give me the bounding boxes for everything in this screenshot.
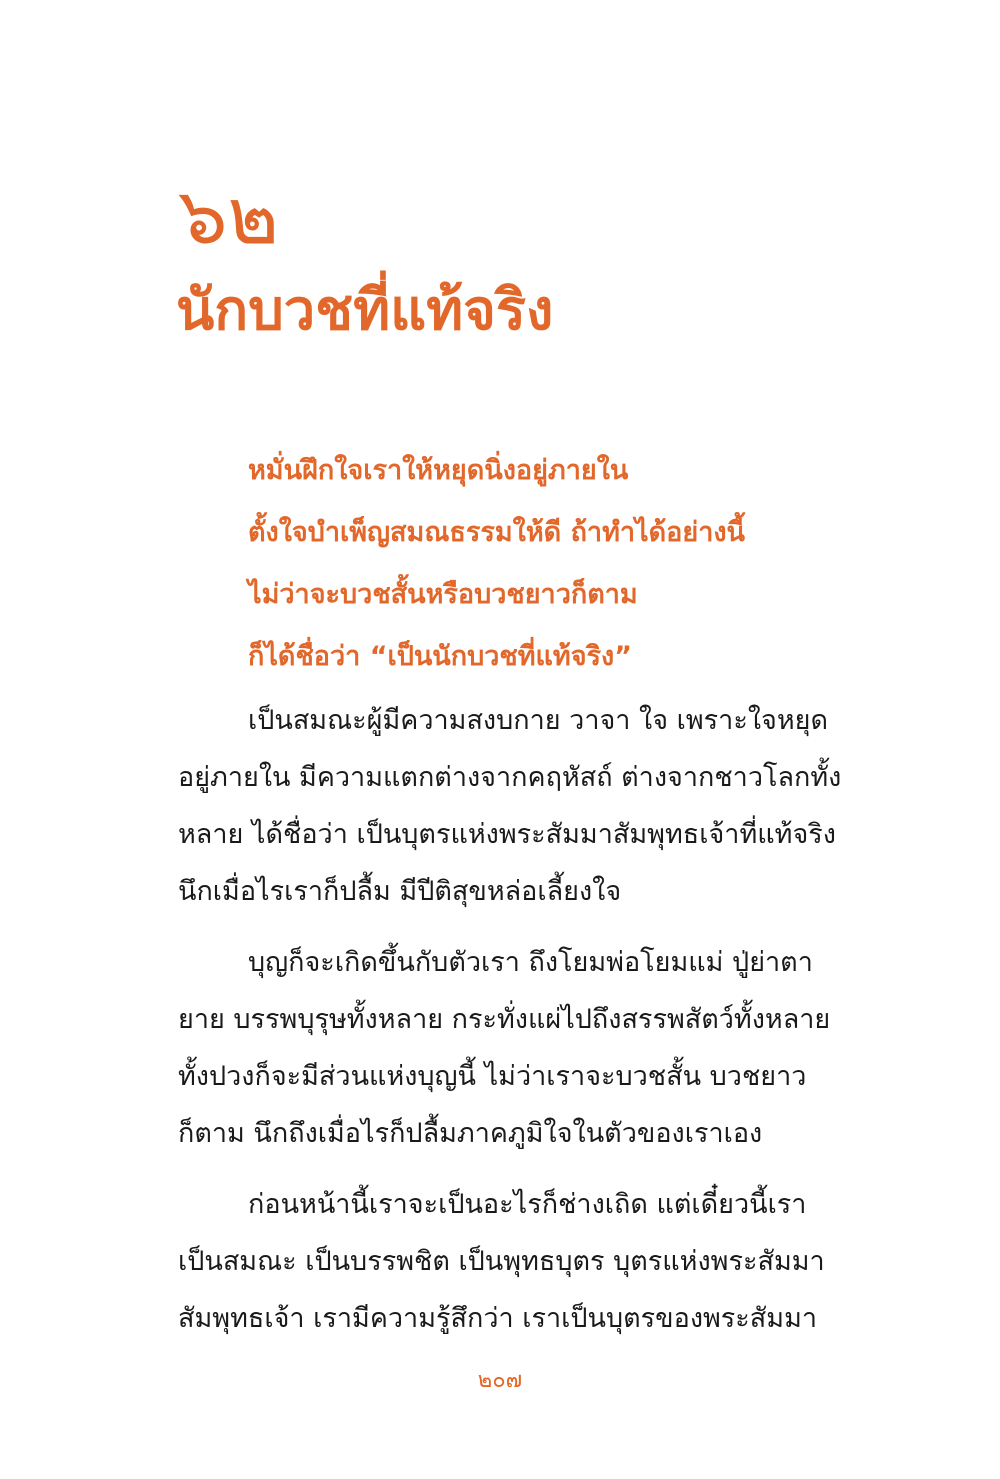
body-line: ยาย บรรพบุรุษทั้งหลาย กระทั่งแผ่ไปถึงสรรพสัตว์ทั้งหลาย <box>178 1004 831 1035</box>
body-line: หลาย ได้ชื่อว่า เป็นบุตรแห่งพระสัมมาสัมพุทธเจ้าที่แท้จริง <box>178 819 836 850</box>
epigraph-line: หมั่นฝึกใจเราให้หยุดนิ่งอยู่ภายใน <box>248 455 629 486</box>
epigraph <box>248 440 848 688</box>
body-line: บุญก็จะเกิดขึ้นกับตัวเรา ถึงโยมพ่อโยมแม่ ปู่ย่าตา <box>248 947 813 978</box>
body-line: ทั้งปวงก็จะมีส่วนแห่งบุญนี้ ไม่ว่าเราจะบวชสั้น บวชยาว <box>178 1061 807 1092</box>
epigraph-line: ตั้งใจบำเพ็ญสมณธรรมให้ดี ถ้าทำได้อย่างนี้ <box>248 517 745 548</box>
paragraph <box>178 692 860 920</box>
page-number: ๒๐๗ <box>477 1368 523 1393</box>
body-text <box>178 692 860 1361</box>
chapter-number: ๖๒ <box>178 172 279 262</box>
body-line: ก็ตาม นึกถึงเมื่อไรก็ปลื้มภาคภูมิใจในตัวของเราเอง <box>178 1118 763 1149</box>
paragraph <box>178 934 860 1162</box>
paragraph <box>178 1176 860 1347</box>
body-line: ก่อนหน้านี้เราจะเป็นอะไรก็ช่างเถิด แต่เดี๋ยวนี้เรา <box>248 1189 807 1220</box>
chapter-title: นักบวชที่แท้จริง <box>176 278 554 343</box>
body-line: นึกเมื่อไรเราก็ปลื้ม มีปีติสุขหล่อเลี้ยงใจ <box>178 876 622 907</box>
body-line: อยู่ภายใน มีความแตกต่างจากคฤหัสถ์ ต่างจากชาวโลกทั้ง <box>178 762 842 793</box>
epigraph-line: ไม่ว่าจะบวชสั้นหรือบวชยาวก็ตาม <box>248 579 638 610</box>
body-line: เป็นสมณะ เป็นบรรพชิต เป็นพุทธบุตร บุตรแห่งพระสัมมา <box>178 1246 825 1277</box>
epigraph-line: ก็ได้ชื่อว่า “เป็นนักบวชที่แท้จริง” <box>248 641 632 672</box>
body-line: เป็นสมณะผู้มีความสงบกาย วาจา ใจ เพราะใจหยุด <box>248 705 828 736</box>
body-line: สัมพุทธเจ้า เรามีความรู้สึกว่า เราเป็นบุตรของพระสัมมา <box>178 1303 818 1334</box>
